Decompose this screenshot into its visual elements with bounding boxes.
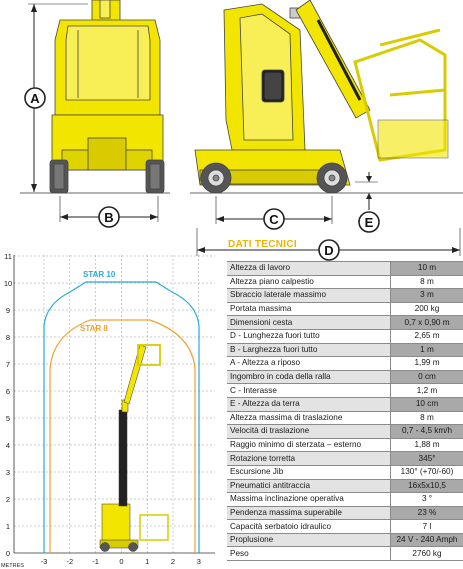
spec-value: 130° (+70/-60) (391, 465, 463, 479)
spec-row (227, 411, 463, 425)
spec-label: Ingombro in coda della ralla (227, 370, 391, 384)
spec-value: 200 kg (391, 302, 463, 316)
x-tick-label: -2 (66, 557, 74, 566)
dimension-a-label: A (30, 91, 40, 106)
x-tick-labels (41, 557, 201, 566)
spec-row (227, 357, 463, 371)
spec-value: 7 l (391, 520, 463, 534)
spec-label: Escursione Jib (227, 465, 391, 479)
specs-title: DATI TECNICI (228, 239, 297, 250)
spec-row (227, 425, 463, 439)
y-tick-label: 9 (5, 306, 11, 315)
spec-row (227, 262, 463, 276)
spec-value: 2,65 m (391, 329, 463, 343)
spec-label: D - Lunghezza fuori tutto (227, 329, 391, 343)
spec-label: Sbraccio laterale massimo (227, 289, 391, 303)
spec-row (227, 438, 463, 452)
spec-row (227, 452, 463, 466)
spec-row (227, 465, 463, 479)
y-tick-label: 10 (3, 279, 13, 288)
y-tick-label: 4 (5, 441, 11, 450)
x-tick-label: 3 (196, 557, 201, 566)
spec-label: Raggio minimo di sterzata – esterno (227, 438, 391, 452)
spec-label: Peso (227, 547, 391, 561)
spec-row (227, 520, 463, 534)
x-tick-label: -3 (40, 557, 48, 566)
x-tick-label: 2 (170, 557, 176, 566)
y-tick-labels (4, 252, 12, 558)
y-tick-label: 8 (5, 333, 11, 342)
spec-row (227, 479, 463, 493)
machine-dimension-drawings (0, 0, 463, 262)
spec-label: Portata massima (227, 302, 391, 316)
spec-row (227, 397, 463, 411)
spec-value: 2760 kg (391, 547, 463, 561)
spec-row (227, 493, 463, 507)
spec-label: Proplusione (227, 533, 391, 547)
dimension-c-label: C (269, 212, 279, 227)
front-view-machine (50, 0, 164, 193)
spec-value: 16x5x10,5 (391, 479, 463, 493)
spec-row (227, 289, 463, 303)
y-tick-label: 0 (5, 549, 11, 558)
y-tick-label: 3 (5, 468, 11, 477)
spec-row (227, 329, 463, 343)
spec-value: 0,7 - 4,5 km/h (391, 425, 463, 439)
spec-row (227, 275, 463, 289)
spec-row (227, 343, 463, 357)
x-tick-label: 0 (119, 557, 124, 566)
spec-row (227, 316, 463, 330)
x-tick-label: -1 (92, 557, 99, 566)
dimension-e-label: E (364, 215, 374, 230)
spec-label: C - Interasse (227, 384, 391, 398)
spec-row (227, 302, 463, 316)
machine-extended-silhouette (100, 345, 168, 552)
spec-label: Altezza massima di traslazione (227, 411, 391, 425)
spec-label: Pendenza massima superabile (227, 506, 391, 520)
spec-value: 3 m (391, 289, 463, 303)
spec-row (227, 547, 463, 561)
spec-row (227, 384, 463, 398)
specs-table (227, 261, 463, 561)
spec-label: Massima inclinazione operativa (227, 493, 391, 507)
y-tick-label: 11 (4, 252, 12, 261)
spec-value: 0 cm (391, 370, 463, 384)
spec-value: 345° (391, 452, 463, 466)
star10-label: STAR 10 (83, 270, 116, 279)
y-tick-label: 6 (5, 387, 11, 396)
spec-label: Dimensioni cesta (227, 316, 391, 330)
spec-label: A - Altezza a riposo (227, 357, 391, 371)
spec-value: 0,7 x 0,90 m (391, 316, 463, 330)
spec-value: 1 m (391, 343, 463, 357)
spec-label: Altezza piano calpestio (227, 275, 391, 289)
y-tick-label: 2 (5, 495, 11, 504)
spec-label: B - Larghezza fuori tutto (227, 343, 391, 357)
y-tick-label: 1 (5, 522, 11, 531)
spec-value: 8 m (391, 275, 463, 289)
spec-value: 3 ° (391, 493, 463, 507)
spec-label: E - Altezza da terra (227, 397, 391, 411)
spec-row (227, 370, 463, 384)
spec-label: Velocità di traslazione (227, 425, 391, 439)
spec-label: Pneumatici antitraccia (227, 479, 391, 493)
x-tick-label: 1 (145, 557, 150, 566)
unit-label: METRES (1, 563, 24, 569)
working-envelope-chart (0, 248, 225, 569)
spec-value: 23 % (391, 506, 463, 520)
spec-row (227, 533, 463, 547)
dimension-b-label: B (104, 210, 114, 225)
spec-label: Capacità serbatoio idraulico (227, 520, 391, 534)
spec-label: Altezza di lavoro (227, 262, 391, 276)
y-tick-label: 7 (5, 360, 11, 369)
spec-value: 1,2 m (391, 384, 463, 398)
y-tick-label: 5 (5, 414, 11, 423)
spec-value: 1,88 m (391, 438, 463, 452)
spec-row (227, 506, 463, 520)
dimension-d-label: D (324, 243, 334, 258)
spec-label: Rotazione torretta (227, 452, 391, 466)
spec-value: 1,99 m (391, 357, 463, 371)
star8-label: STAR 8 (80, 324, 108, 333)
side-view-machine (195, 0, 448, 193)
spec-value: 10 cm (391, 397, 463, 411)
spec-value: 10 m (391, 262, 463, 276)
spec-value: 8 m (391, 411, 463, 425)
spec-value: 24 V - 240 Amph (391, 533, 463, 547)
